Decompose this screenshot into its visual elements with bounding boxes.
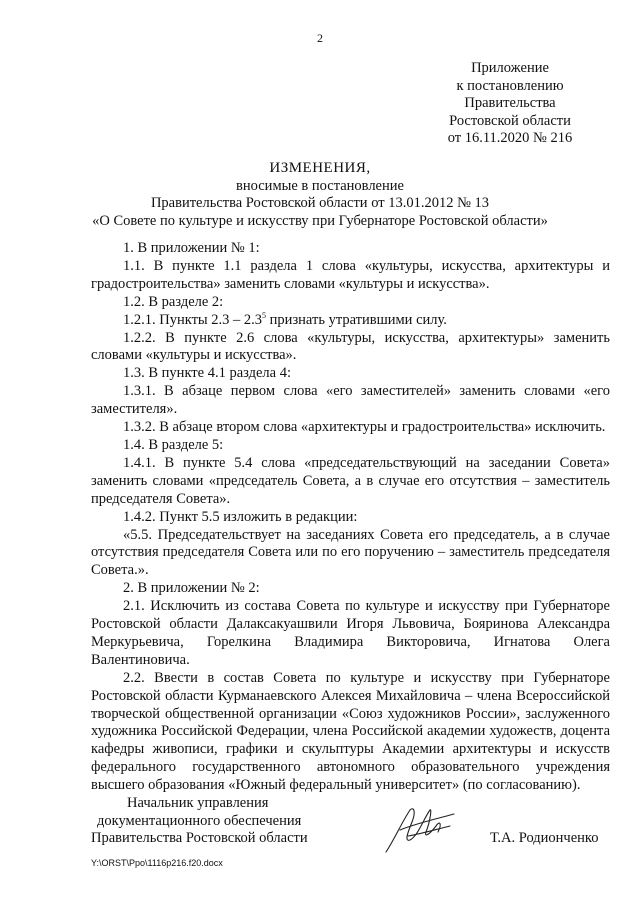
superscript: 5	[262, 310, 267, 320]
paragraph: 1.4.2. Пункт 5.5 изложить в редакции:	[123, 508, 358, 525]
paragraph: 1.3.2. В абзаце втором слова «архитектуры и градостроительства» исключить.	[123, 419, 606, 436]
paragraph-text: признать утратившими силу.	[266, 311, 447, 328]
document-title	[60, 160, 580, 230]
title-heading: ИЗМЕНЕНИЯ,	[269, 160, 371, 176]
attachment-line: Правительства	[464, 95, 556, 111]
page-number: 2	[317, 31, 323, 45]
paragraph: 2.2. Ввести в состав Совета по культуре и искусству при Губернаторе Ростовской области Курманаевского Алексея Михайловича – члена Всероссийской творческой общественной организации «Союз художников России», заслуженного художника Российской Федерации, члена Российской академии художеств, доцента кафедры живописи, графики и скульптуры Академии архитектуры и искусств федерального государственного автономного образовательного учреждения высшего образования «Южный федеральный университет» (по согласованию).	[91, 669, 610, 794]
paragraph: 1.4. В разделе 5:	[123, 436, 224, 453]
paragraph: «5.5. Председательствует на заседаниях Совета его председатель, а в случае отсутствия председателя Совета или по его поручению – заместитель председателя Совета.».	[91, 526, 610, 579]
paragraph: 1.2. В разделе 2:	[123, 293, 224, 310]
title-line: Правительства Ростовской области от 13.01.2012 № 13	[150, 195, 490, 211]
paragraph	[91, 312, 610, 330]
title-line: вносимые в постановление	[236, 177, 404, 194]
attachment-line: Приложение	[471, 60, 549, 76]
paragraph: 1.4.1. В пункте 5.4 слова «председательствующий на заседании Совета» заменить словами «председатель Совета, а в случае его отсутствия – заместитель председателя Совета».	[91, 454, 610, 507]
paragraph: 1.3.1. В абзаце первом слова «его заместителей» заменить словами «его заместителя».	[91, 383, 610, 418]
signatory-line: Правительства Ростовской области	[91, 830, 308, 846]
paragraph: 1.1. В пункте 1.1 раздела 1 слова «культуры, искусства, архитектуры и градостроительства» заменить словами «культуры и искусства».	[91, 257, 610, 292]
document-body	[91, 240, 610, 795]
signatory-name: Т.А. Родионченко	[490, 830, 599, 846]
paragraph-text: 1.2.1. Пункты 2.3 – 2.3	[123, 311, 263, 328]
title-line: «О Совете по культуре и искусству при Губернаторе Ростовской области»	[92, 212, 548, 229]
attachment-line: Ростовской области	[449, 112, 571, 129]
signatory-line: документационного обеспечения	[97, 812, 302, 829]
paragraph: 2. В приложении № 2:	[123, 580, 260, 597]
signatory-line: Начальник управления	[127, 795, 269, 811]
paragraph: 2.1. Исключить из состава Совета по культуре и искусству при Губернаторе Ростовской области Далаксакуашвили Игоря Львовича, Бояринова Александра Меркурьевича, Горелкина Владимира Викторовича, Игнатова Олега Валентиновича.	[91, 598, 610, 668]
attachment-header	[440, 60, 580, 148]
signatory-title	[91, 795, 331, 848]
attachment-line: от 16.11.2020 № 216	[447, 130, 573, 146]
handwritten-signature	[380, 800, 460, 860]
paragraph: 1.3. В пункте 4.1 раздела 4:	[123, 365, 291, 382]
paragraph: 1.2.2. В пункте 2.6 слова «культуры, искусства, архитектуры» заменить словами «культуры и искусства».	[91, 329, 610, 364]
paragraph: 1. В приложении № 1:	[123, 240, 260, 256]
attachment-line: к постановлению	[456, 77, 564, 94]
file-path-footer: Y:\ORST\Ppo\1116p216.f20.docx	[91, 858, 223, 868]
